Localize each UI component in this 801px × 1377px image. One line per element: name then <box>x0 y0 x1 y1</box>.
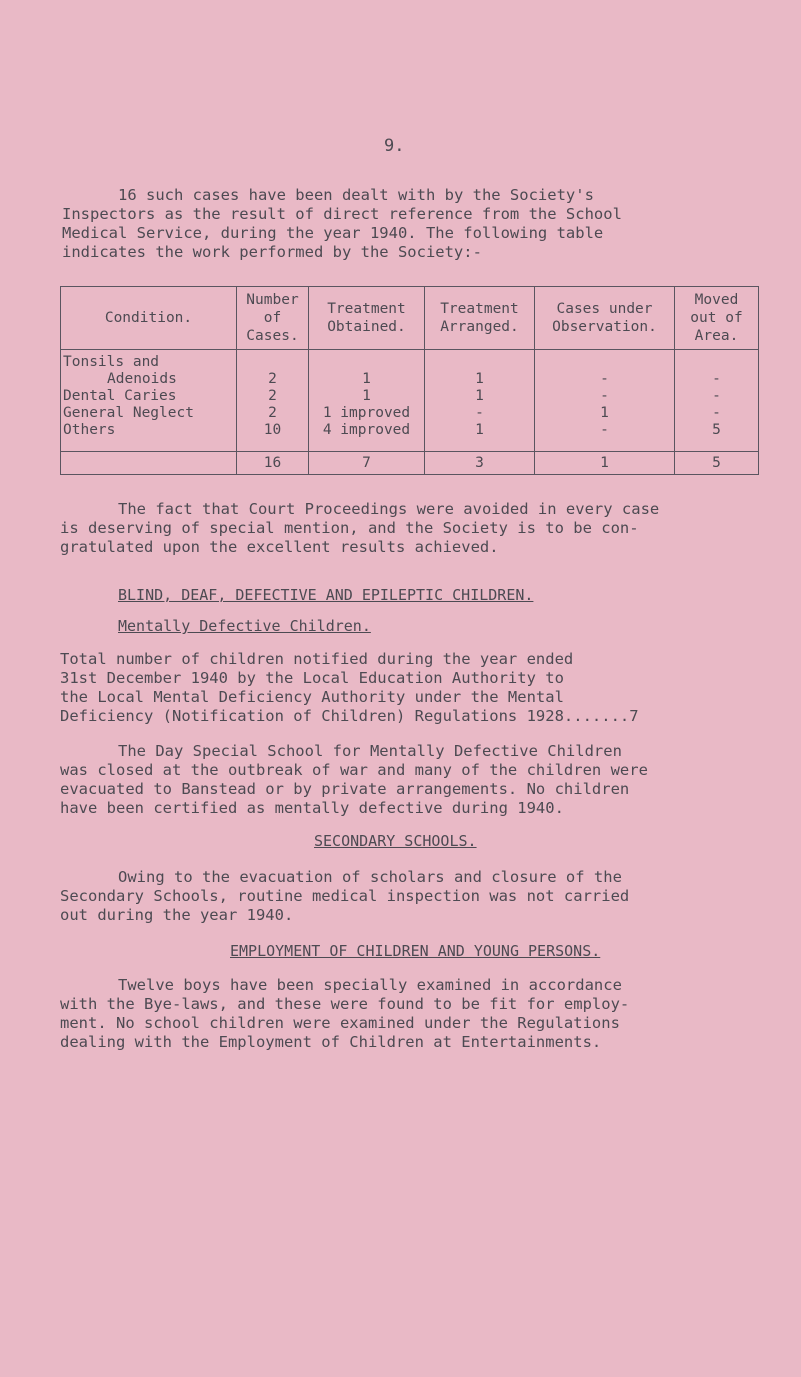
cell-observation: - <box>535 350 675 389</box>
cell-moved: - <box>675 405 759 422</box>
cell-condition: Tonsils and Adenoids <box>61 350 237 389</box>
cell-condition: Others <box>61 422 237 439</box>
text-line: Deficiency (Notification of Children) Regulations 1928.......7 <box>60 707 639 725</box>
cell-obtained: 1 improved <box>309 405 425 422</box>
cases-table <box>60 286 759 475</box>
cell-moved: 5 <box>675 422 759 439</box>
text-line: Secondary Schools, routine medical inspection was not carried <box>60 887 630 905</box>
cell-totals-label <box>61 452 237 475</box>
cell-total-arranged: 3 <box>425 452 535 475</box>
cell-total-number: 16 <box>237 452 309 475</box>
cell-condition: Dental Caries <box>61 388 237 405</box>
heading-employment: EMPLOYMENT OF CHILDREN AND YOUNG PERSONS. <box>230 942 601 960</box>
cell-obtained: 4 improved <box>309 422 425 439</box>
cell-number: 2 <box>237 350 309 389</box>
text-line: the Local Mental Deficiency Authority under the Mental <box>60 688 564 706</box>
cell-moved: - <box>675 388 759 405</box>
header-treatment-arranged: Treatment Arranged. <box>425 287 535 350</box>
cell-arranged: 1 <box>425 422 535 439</box>
cell-number: 2 <box>237 388 309 405</box>
text-line: with the Bye-laws, and these were found to be fit for employ- <box>60 995 630 1013</box>
cell-total-obtained: 7 <box>309 452 425 475</box>
cell-number: 10 <box>237 422 309 439</box>
table-row <box>61 350 759 389</box>
text-line: Owing to the evacuation of scholars and closure of the <box>118 868 622 886</box>
table-spacer-row <box>61 439 759 452</box>
text-line: The Day Special School for Mentally Defective Children <box>118 742 622 760</box>
header-condition: Condition. <box>61 287 237 350</box>
cell-obtained: 1 <box>309 388 425 405</box>
text-line: 31st December 1940 by the Local Education Authority to <box>60 669 564 687</box>
text-line: Total number of children notified during the year ended <box>60 650 574 668</box>
text-line: Inspectors as the result of direct reference from the School <box>62 205 622 223</box>
cell-observation: 1 <box>535 405 675 422</box>
table-row <box>61 405 759 422</box>
cell-total-observation: 1 <box>535 452 675 475</box>
table-row <box>61 388 759 405</box>
cell-number: 2 <box>237 405 309 422</box>
heading-blind-deaf: BLIND, DEAF, DEFECTIVE AND EPILEPTIC CHILDREN. <box>118 586 534 604</box>
cell-arranged: - <box>425 405 535 422</box>
header-cases-under-observation: Cases under Observation. <box>535 287 675 350</box>
text-line: indicates the work performed by the Society:- <box>62 243 482 261</box>
text-line: Medical Service, during the year 1940. The following table <box>62 224 604 242</box>
table-header-row <box>61 287 759 350</box>
text-line: ment. No school children were examined under the Regulations <box>60 1014 620 1032</box>
table-totals-row <box>61 452 759 475</box>
text-line: dealing with the Employment of Children at Entertainments. <box>60 1033 602 1051</box>
heading-mentally-defective: Mentally Defective Children. <box>118 617 371 635</box>
text-line: The fact that Court Proceedings were avoided in every case <box>118 500 660 518</box>
heading-secondary-schools: SECONDARY SCHOOLS. <box>314 832 477 850</box>
text-line: Twelve boys have been specially examined in accordance <box>118 976 622 994</box>
header-number-of-cases: Number of Cases. <box>237 287 309 350</box>
cell-observation: - <box>535 422 675 439</box>
text-line: out during the year 1940. <box>60 906 294 924</box>
cell-total-moved: 5 <box>675 452 759 475</box>
page-number: 9. <box>384 136 405 156</box>
text-line: was closed at the outbreak of war and many of the children were <box>60 761 648 779</box>
cell-arranged: 1 <box>425 350 535 389</box>
text-line: evacuated to Banstead or by private arrangements. No children <box>60 780 630 798</box>
cell-moved: - <box>675 350 759 389</box>
text-line: 16 such cases have been dealt with by the Society's <box>118 186 594 204</box>
cell-condition: General Neglect <box>61 405 237 422</box>
text-line: gratulated upon the excellent results achieved. <box>60 538 499 556</box>
header-moved-out-of-area: Moved out of Area. <box>675 287 759 350</box>
text-line: have been certified as mentally defective during 1940. <box>60 799 564 817</box>
header-treatment-obtained: Treatment Obtained. <box>309 287 425 350</box>
cell-observation: - <box>535 388 675 405</box>
table-row <box>61 422 759 439</box>
text-line: is deserving of special mention, and the Society is to be con- <box>60 519 639 537</box>
cell-arranged: 1 <box>425 388 535 405</box>
cell-obtained: 1 <box>309 350 425 389</box>
